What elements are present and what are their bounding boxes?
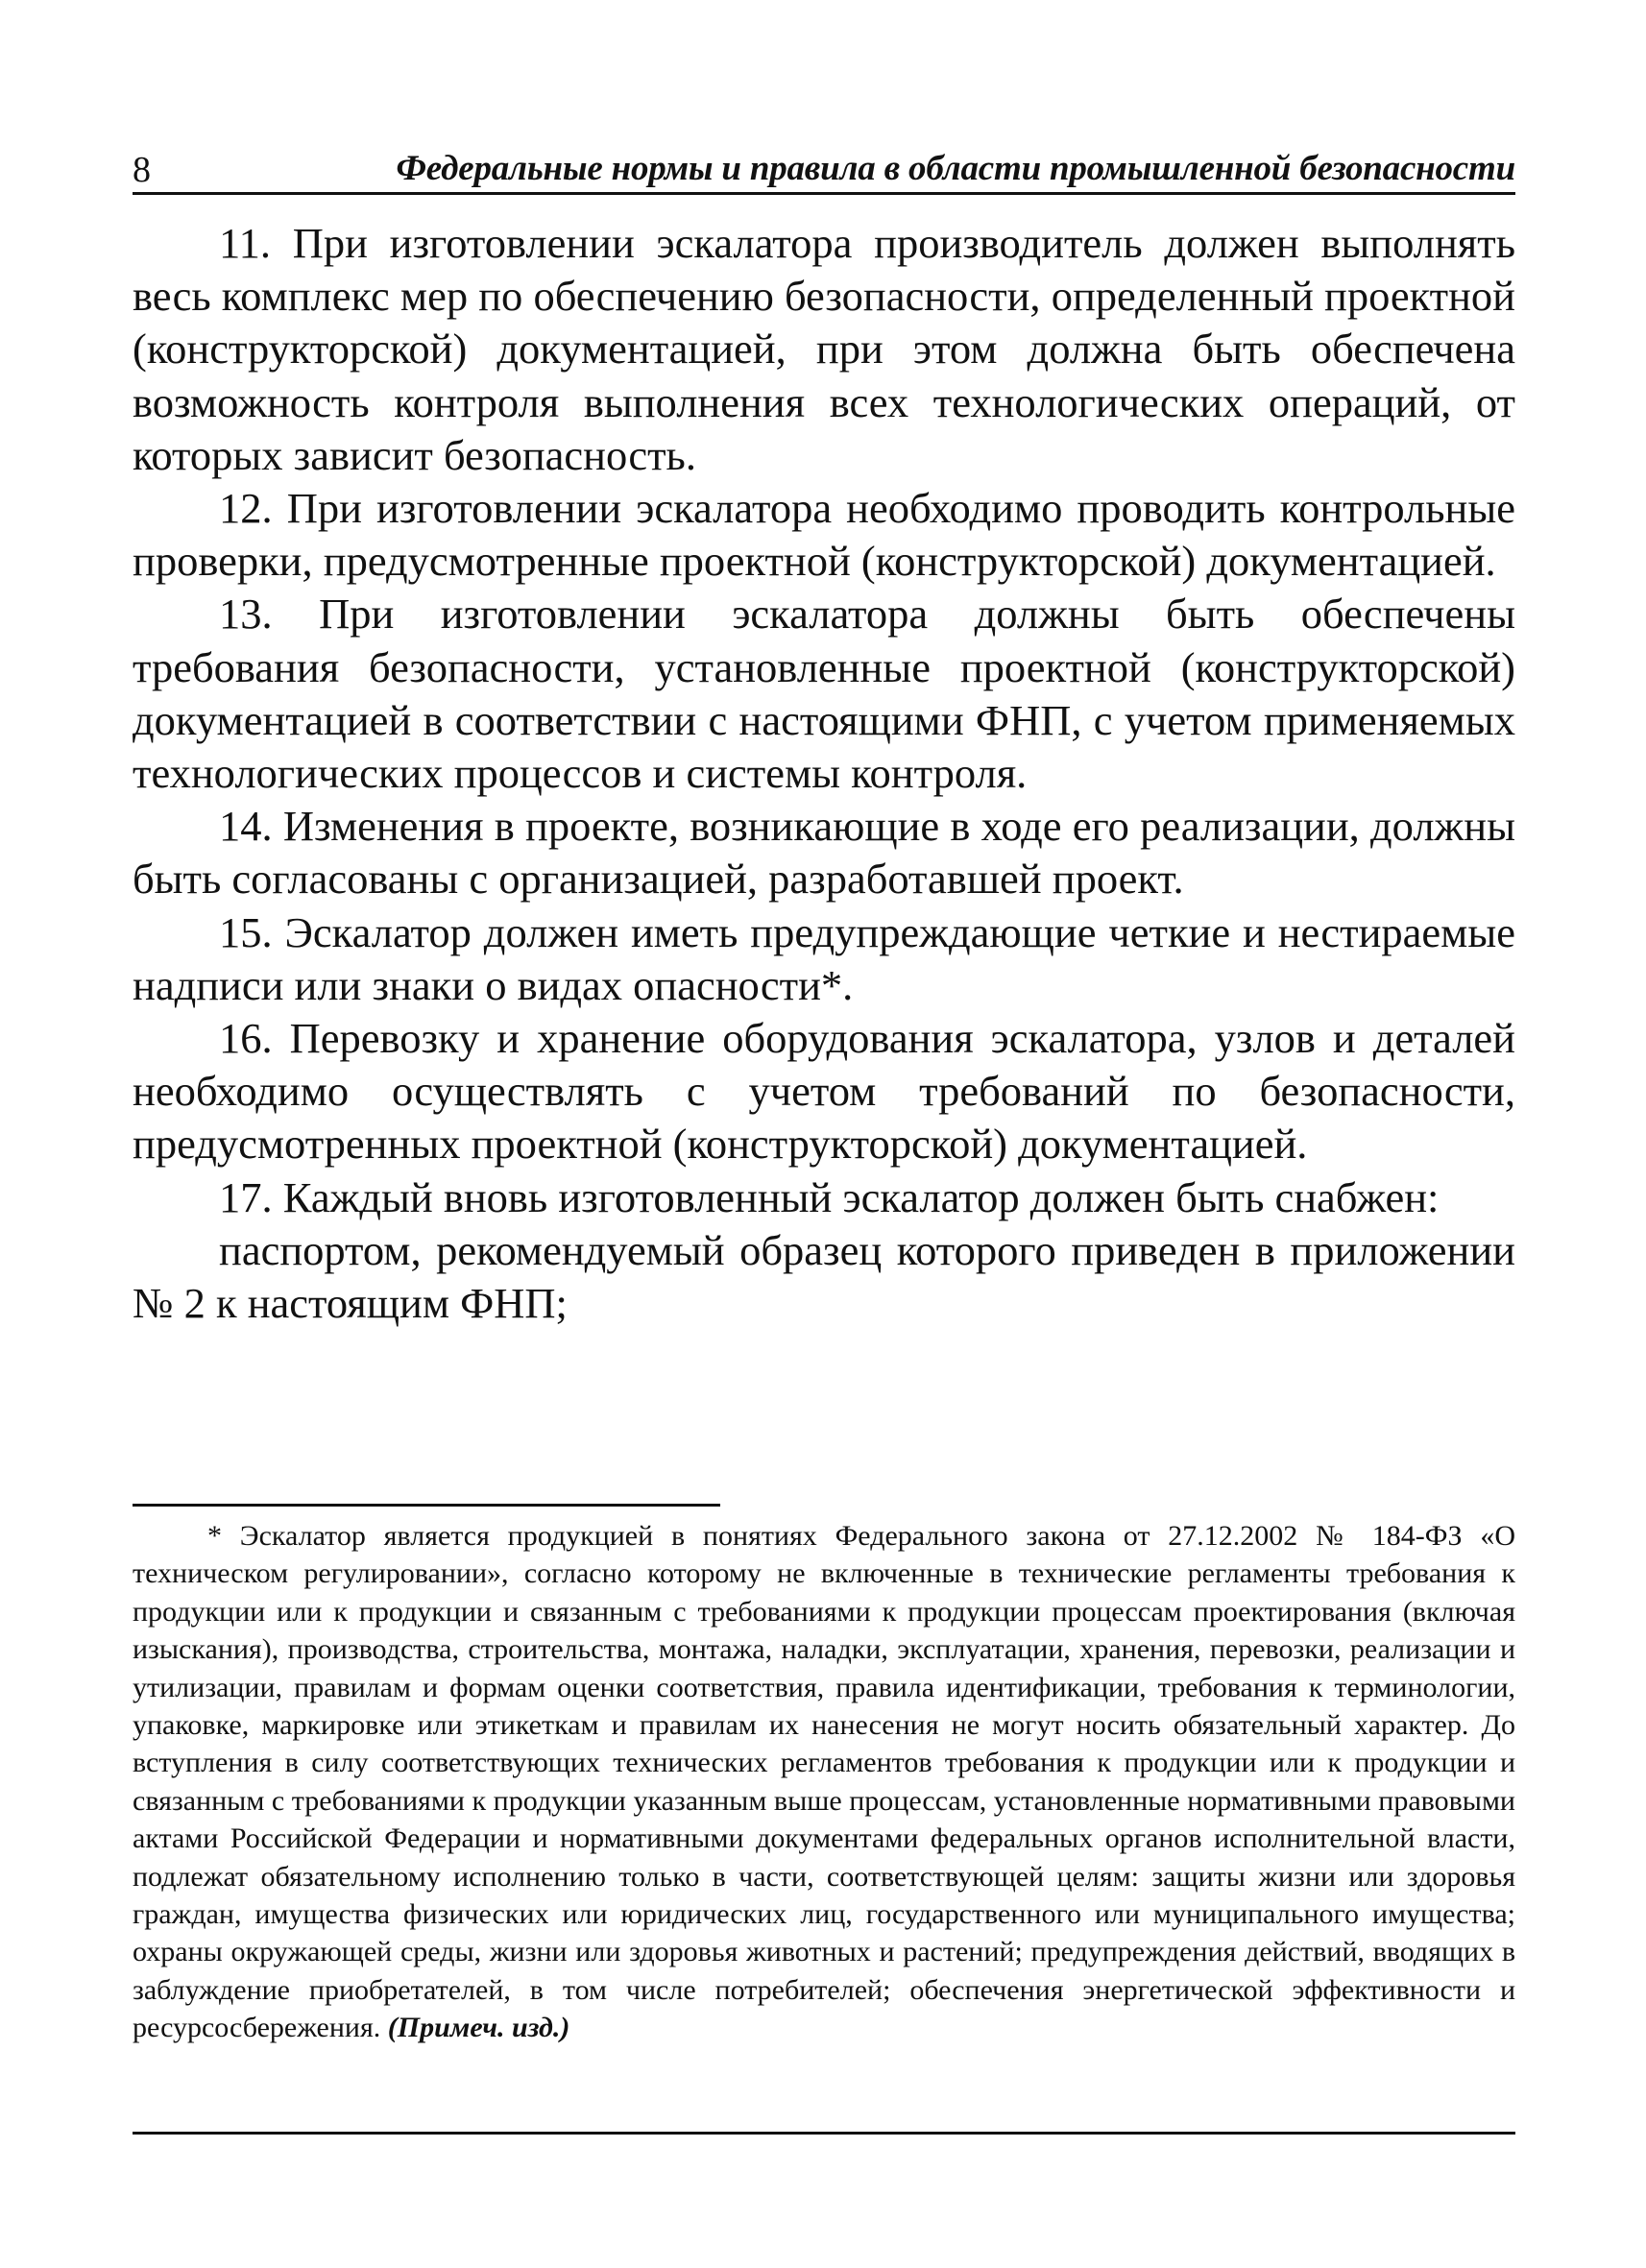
bottom-rule	[133, 2132, 1515, 2135]
page-number: 8	[133, 150, 151, 190]
paragraph-13: 13. При изготовлении эскалатора должны быть обеспечены требования безопасности, установленные проектной (конструкторской) документацией в соответствии с настоящими ФНП, с учетом применяемых технологических процессов и системы контроля.	[133, 590, 1515, 798]
footnote-separator	[133, 1504, 720, 1507]
footnote-publisher-note: (Примеч. изд.)	[387, 2012, 570, 2044]
paragraph-15: 15. Эскалатор должен иметь предупреждающие четкие и нестираемые надписи или знаки о видах опасности*.	[133, 907, 1515, 1009]
footnote	[133, 1517, 1515, 2047]
paragraph-14: 14. Изменения в проекте, возникающие в ходе его реализации, должны быть согласованы с организацией, разработавшей проект.	[133, 802, 1515, 904]
paragraph-12: 12. При изготовлении эскалатора необходимо проводить контрольные проверки, предусмотренные проектной (конструкторской) документацией.	[133, 484, 1515, 586]
main-text	[133, 217, 1515, 1330]
paragraph-17-passport: паспортом, рекомендуемый образец которого приведен в приложении № 2 к настоящим ФНП;	[133, 1225, 1515, 1328]
paragraph-16: 16. Перевозку и хранение оборудования эскалатора, узлов и деталей необходимо осуществлять с учетом требований по безопасности, предусмотренных проектной (конструкторской) документацией.	[133, 1014, 1515, 1169]
running-title: Федеральные нормы и правила в области промышленной безопасности	[396, 149, 1515, 188]
paragraph-11: 11. При изготовлении эскалатора производитель должен выполнять весь комплекс мер по обеспечению безопасности, определенный проектной (конструкторской) документацией, при этом должна быть обеспечена возможность контроля выполнения всех технологических операций, от которых зависит безопасность.	[133, 219, 1515, 479]
running-header	[133, 136, 1515, 195]
paragraph-17: 17. Каждый вновь изготовленный эскалатор должен быть снабжен:	[219, 1172, 1440, 1221]
footnote-text: * Эскалатор является продукцией в понятиях Федерального закона от 27.12.2002 № 184-ФЗ «О техническом регулировании», согласно которому не включенные в технические регламенты требования к продукции или к продукции и связанным с требованиями к продукции процессам проектирования (включая изыскания), производства, строительства, монтажа, наладки, эксплуатации, хранения, перевозки, реализации и утилизации, правилам и формам оценки соответствия, правила идентификации, требования к терминологии, упаковке, маркировке или этикеткам и правилам их нанесения не могут носить обязательный характер. До вступления в силу соответствующих технических регламентов требования к продукции или к продукции и связанным с требованиями к продукции указанным выше процессам, установленные нормативными правовыми актами Российской Федерации и нормативными документами федеральных органов исполнительной власти, подлежат обязательному исполнению только в части, соответствующей целям: защиты жизни или здоровья граждан, имущества физических или юридических лиц, государственного или муниципального имущества; охраны окружающей среды, жизни или здоровья животных и растений; предупреждения действий, вводящих в заблуждение приобретателей, в том числе потребителей; обеспечения энергетической эффективности и ресурсосбережения.	[133, 1520, 1515, 2044]
